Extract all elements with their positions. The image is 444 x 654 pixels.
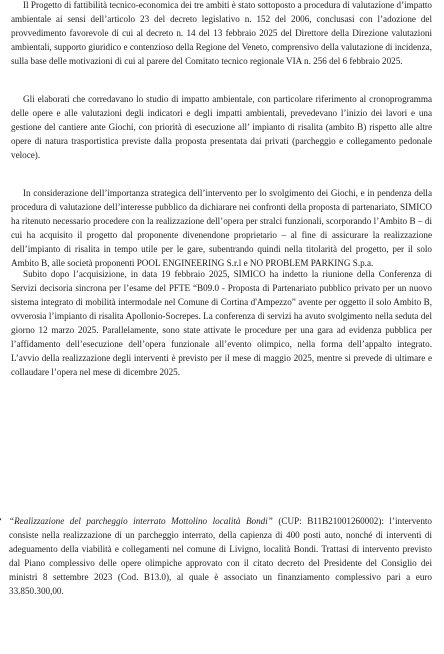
bullet-title: “Realizzazione del parcheggio interrato Mottolino località Bondi” (9, 516, 273, 526)
paragraph-services-conference: Subito dopo l’acquisizione, in data 19 febbraio 2025, SIMICO ha indetto la riunione della Conferenza di Servizi decisoria sincrona per l’esame del PFTE “B09.0 - Proposta di Partenariato pubblico privato per un nuovo sistema integrato di mobilità intermodale nel Comune di Cortina d'Ampezzo” avente per oggetto il solo Ambito B, ovverosia l’impianto di risalita Apollonio-Socrepes. La conferenza di servizi ha avuto svolgimento nella seduta del giorno 12 marzo 2025. Parallelamente, sono state attivate le procedure per una gara ad evidenza pubblica per l’affidamento dell’esecuzione dell’opera funzionale all’evento olimpico, nella forma dell’appalto integrato. L’avvio della realizzazione degli interventi è previsto per il mese di maggio 2025, mentre si prevede di ultimare e collaudare l’opera nel mese di dicembre 2025. (11, 269, 432, 378)
paragraph-environmental-study: Gli elaborati che corredavano lo studio di impatto ambientale, con particolare riferimento al cronoprogramma delle opere e alle valutazioni degli indicatori e degli impatti ambientali, prevedevano l’inizio dei lavori e una gestione del cantiere ante Giochi, con priorità di esecuzione all’ impianto di risalita (ambito B) rispetto alle altre opere di natura trasportistica previste dalla proposta presentata dai privati (parcheggio e collegamento pedonale veloce). (11, 94, 432, 161)
paragraph-via-procedure: Il Progetto di fattibilità tecnico-economica dei tre ambiti è stato sottoposto a procedura di valutazione d’impatto ambientale ai sensi dell’articolo 23 del decreto legislativo n. 152 del 2006, conclusasi con l’adozione del provvedimento favorevole di cui al decreto n. 14 del 13 febbraio 2025 del Direttore della Direzione valutazioni ambientali, supporto giuridico e contenzioso della Regione del Veneto, comprensivo della valutazione di incidenza, sulla base delle motivazioni di cui al parere del Comitato tecnico regionale VIA n. 256 del 6 febbraio 2025. (11, 0, 432, 67)
bullet-paragraph (9, 514, 432, 598)
paragraph-strategic-importance: In considerazione dell’importanza strategica dell’intervento per lo svolgimento dei Giochi, e in pendenza della procedura di valutazione dell’interesse pubblico da dichiarare nei confronti della proposta di partenariato, SIMICO ha ritenuto necessario procedere con la realizzazione dell’opera per stralci funzionali, scorporando l’Ambito B – di cui ha acquisito il progetto dal proponente divenendone proprietario – al fine di assicurare la realizzazione dell’impianto di risalita in tempo utile per le gare, subentrando quindi nella titolarità del progetto, per il solo Ambito B, alle società proponenti POOL ENGINEERING S.r.l e NO PROBLEM PARKING S.p.a. (11, 188, 432, 269)
bullet-marker (0, 514, 6, 528)
bullet-body: (CUP: B11B21001260002): l’intervento consiste nella realizzazione di un parcheggio interrato, della capienza di 400 posti auto, nonché di interventi di adeguamento della viabilità e collegamenti nel comune di Livigno, località Bondi. Trattasi di intervento previsto dal Piano complessivo delle opere olimpiche approvato con il citato decreto del Presidente del Consiglio dei ministri 8 settembre 2023 (Cod. B13.0), al quale è associato un finanziamento complessivo pari a euro 33.850.300,00. (9, 516, 432, 597)
